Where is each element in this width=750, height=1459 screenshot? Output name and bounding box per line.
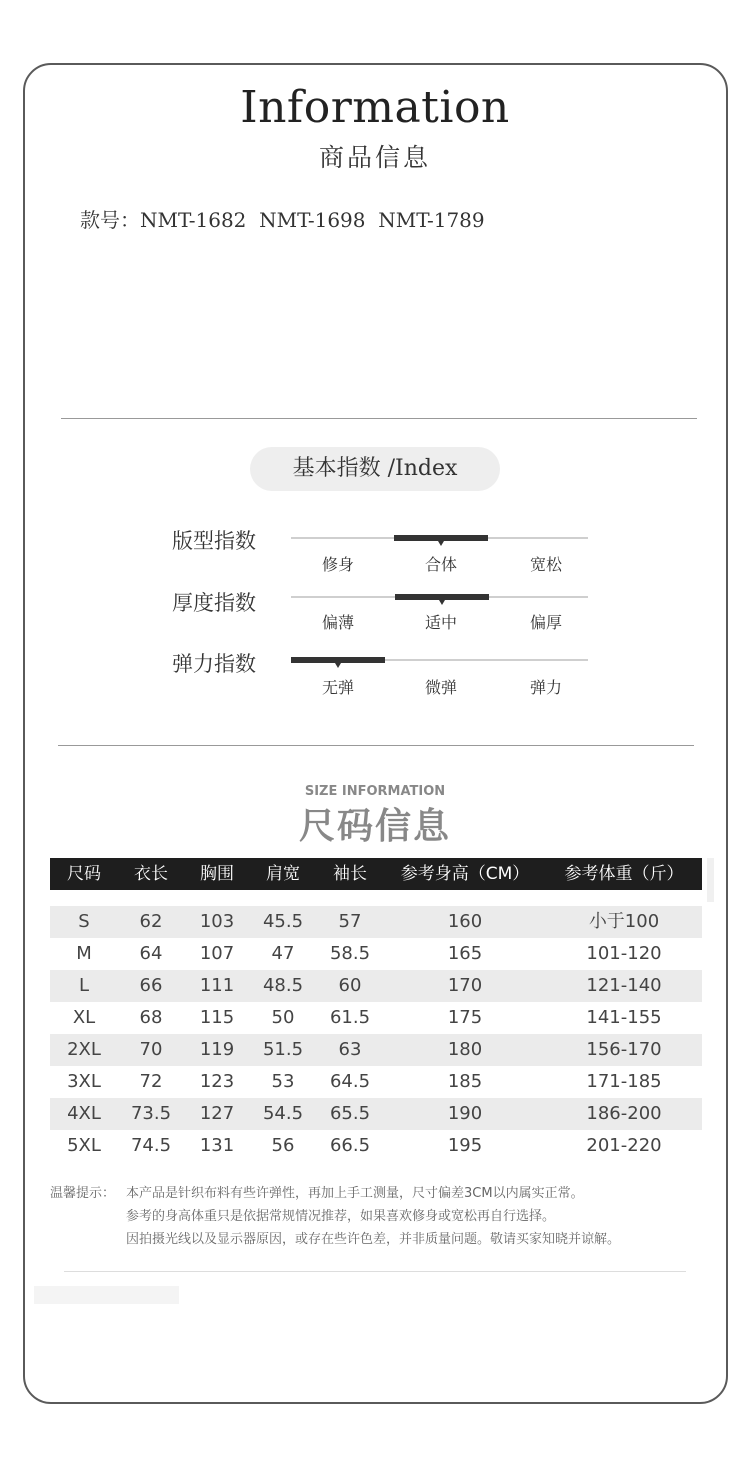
cell-sleeve: 60 <box>338 975 362 996</box>
cell-sleeve: 63 <box>338 1039 362 1060</box>
cell-shoulder: 47 <box>271 943 295 964</box>
cell-shoulder: 54.5 <box>262 1103 304 1124</box>
thickness-index-label: 厚度指数 <box>172 591 256 615</box>
cell-height: 160 <box>447 911 483 932</box>
cell-height: 195 <box>447 1135 483 1156</box>
cell-chest: 115 <box>199 1007 235 1028</box>
cell-length: 64 <box>139 943 163 964</box>
cell-height: 185 <box>447 1071 483 1092</box>
col-sleeve: 袖长 <box>333 864 367 884</box>
col-length: 衣长 <box>134 864 168 884</box>
cell-weight: 141-155 <box>586 1007 662 1028</box>
cell-size: M <box>76 943 92 964</box>
thickness-option-1: 偏薄 <box>322 613 355 632</box>
cell-weight: 186-200 <box>586 1103 662 1124</box>
cell-length: 70 <box>139 1039 163 1060</box>
fit-option-3: 宽松 <box>530 555 563 574</box>
cell-chest: 107 <box>199 943 235 964</box>
divider-bottom <box>64 1271 686 1272</box>
cell-chest: 119 <box>199 1039 235 1060</box>
fit-index-pointer-icon <box>438 541 444 546</box>
cell-chest: 123 <box>199 1071 235 1092</box>
size-table-header <box>50 858 702 890</box>
cell-weight: 171-185 <box>586 1071 662 1092</box>
cell-size: S <box>78 911 90 932</box>
table-row <box>50 1130 702 1162</box>
cell-length: 68 <box>139 1007 163 1028</box>
size-title-english: SIZE INFORMATION <box>304 784 446 799</box>
cell-shoulder: 51.5 <box>262 1039 304 1060</box>
notes-label: 温馨提示： <box>50 1186 116 1201</box>
cell-length: 72 <box>139 1071 163 1092</box>
cell-height: 165 <box>447 943 483 964</box>
thickness-option-3: 偏厚 <box>530 613 563 632</box>
header-edge-decoration <box>707 858 714 902</box>
col-weight: 参考体重（斤） <box>564 864 684 884</box>
col-shoulder: 肩宽 <box>266 864 300 884</box>
col-chest: 胸围 <box>200 864 234 884</box>
size-title-chinese: 尺码信息 <box>298 806 451 847</box>
cell-size: XL <box>72 1007 96 1028</box>
cell-weight: 201-220 <box>586 1135 662 1156</box>
elasticity-index-label: 弹力指数 <box>172 652 256 676</box>
cell-chest: 131 <box>199 1135 235 1156</box>
cell-weight: 小于100 <box>588 911 660 932</box>
cell-shoulder: 53 <box>271 1071 295 1092</box>
model-values: NMT-1682 NMT-1698 NMT-1789 <box>140 208 485 232</box>
cell-length: 66 <box>139 975 163 996</box>
elasticity-index-pointer-icon <box>335 663 341 668</box>
cell-size: 4XL <box>67 1103 101 1124</box>
table-row <box>50 970 702 1002</box>
cell-length: 62 <box>139 911 163 932</box>
cell-sleeve: 57 <box>338 911 362 932</box>
cell-sleeve: 64.5 <box>329 1071 371 1092</box>
title-chinese: 商品信息 <box>318 143 431 172</box>
elasticity-option-1: 无弹 <box>322 678 355 697</box>
table-row <box>50 1034 702 1066</box>
cell-length: 73.5 <box>130 1103 172 1124</box>
cell-sleeve: 65.5 <box>329 1103 371 1124</box>
cell-height: 190 <box>447 1103 483 1124</box>
cell-size: 2XL <box>67 1039 101 1060</box>
cell-size: 3XL <box>67 1071 101 1092</box>
fit-option-2: 合体 <box>425 555 458 574</box>
cell-length: 74.5 <box>130 1135 172 1156</box>
cell-height: 180 <box>447 1039 483 1060</box>
model-label: 款号： <box>80 208 140 232</box>
table-row <box>50 938 702 970</box>
thickness-index-pointer-icon <box>439 600 445 605</box>
cell-sleeve: 58.5 <box>329 943 371 964</box>
thickness-option-2: 适中 <box>425 613 458 632</box>
fit-index-label: 版型指数 <box>172 529 256 553</box>
cell-shoulder: 50 <box>271 1007 295 1028</box>
cell-chest: 111 <box>199 975 235 996</box>
placeholder-block <box>34 1286 179 1304</box>
note-line: 本产品是针织布料有些许弹性，再加上手工测量，尺寸偏差3CM以内属实正常。 <box>126 1186 584 1201</box>
cell-sleeve: 66.5 <box>329 1135 371 1156</box>
cell-weight: 156-170 <box>586 1039 662 1060</box>
note-line: 参考的身高体重只是依据常规情况推荐，如果喜欢修身或宽松再自行选择。 <box>126 1209 556 1224</box>
elasticity-option-2: 微弹 <box>425 678 458 697</box>
cell-chest: 127 <box>199 1103 235 1124</box>
title-english: Information <box>240 82 510 133</box>
cell-shoulder: 48.5 <box>262 975 304 996</box>
divider-middle <box>58 745 694 746</box>
cell-weight: 101-120 <box>586 943 662 964</box>
elasticity-option-3: 弹力 <box>530 678 563 697</box>
table-row <box>50 1098 702 1130</box>
model-numbers <box>80 204 485 233</box>
note-line: 因拍摄光线以及显示器原因，或存在些许色差，并非质量问题。敬请买家知晓并谅解。 <box>126 1232 621 1247</box>
table-row <box>50 1002 702 1034</box>
cell-height: 175 <box>447 1007 483 1028</box>
cell-shoulder: 45.5 <box>262 911 304 932</box>
cell-chest: 103 <box>199 911 235 932</box>
cell-size: 5XL <box>67 1135 101 1156</box>
divider-top <box>61 418 697 419</box>
cell-height: 170 <box>447 975 483 996</box>
cell-shoulder: 56 <box>271 1135 295 1156</box>
fit-option-1: 修身 <box>322 555 355 574</box>
col-height: 参考身高（CM） <box>400 864 530 884</box>
table-row <box>50 906 702 938</box>
index-heading: 基本指数 /Index <box>250 447 500 491</box>
cell-weight: 121-140 <box>586 975 662 996</box>
cell-size: L <box>78 975 90 996</box>
col-size: 尺码 <box>67 864 101 884</box>
table-row <box>50 1066 702 1098</box>
cell-sleeve: 61.5 <box>329 1007 371 1028</box>
